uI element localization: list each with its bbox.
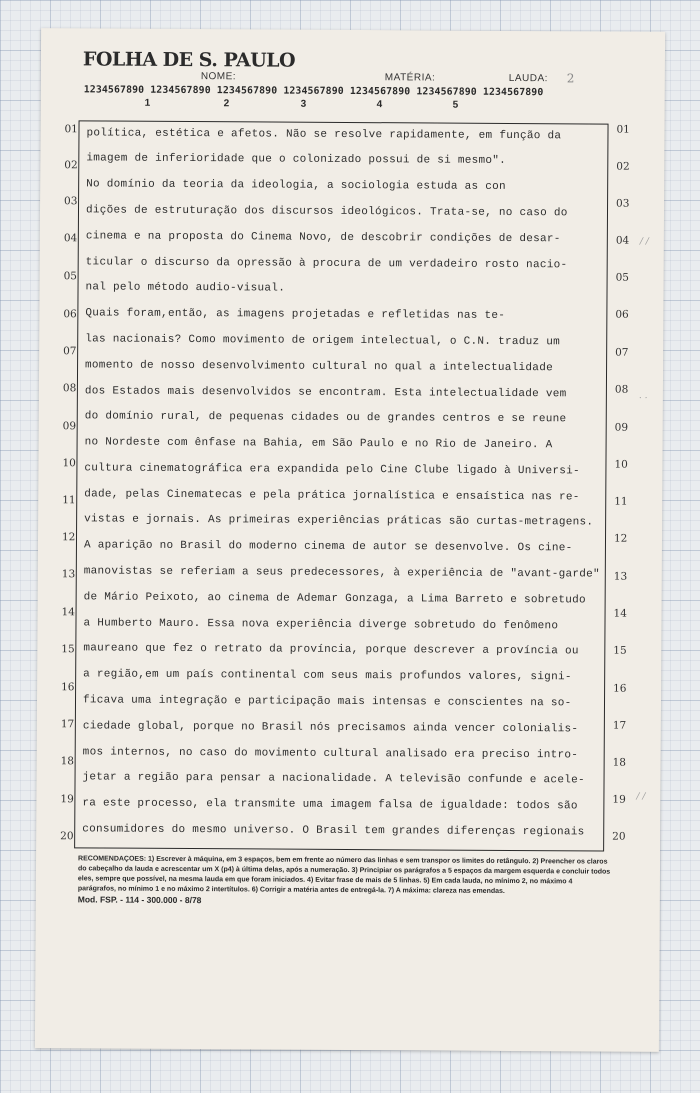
line-number-right: 02 [616,160,630,173]
line-number-right: 11 [614,495,628,508]
ruler-mark: 2 [223,98,230,110]
subject-label: MATÉRIA: [384,72,436,84]
text-line: consumidores do mesmo universo. O Brasil tem grandes diferenças regionais [82,823,585,839]
text-line: A aparição no Brasil do moderno cinema de autor se desenvolve. Os cine- [83,539,573,555]
line-number-left: 20 [60,830,74,843]
pencil-mark: · · [638,393,648,404]
text-line: política, estética e afetos. Não se resolve rapidamente, em função da [86,127,562,143]
line-number-left: 06 [63,308,77,321]
line-number-left: 16 [61,681,75,694]
line-number-right: 07 [615,346,629,359]
line-number-right: 04 [615,234,630,247]
line-number-left: 02 [64,159,78,172]
typewritten-manuscript-sheet [35,28,665,1052]
text-line: do domínio rural, de pequenas cidades ou de grandes centros e se reune [84,410,567,426]
text-line: ra este processo, ela transmite uma imagem falsa de igualdade: todos são [82,797,578,813]
line-number-left: 18 [60,755,75,768]
ruler-mark: 4 [376,99,383,111]
text-line: imagem de inferioridade que o colonizado possui de si mesmo". [86,152,507,167]
text-line: de Mário Peixoto, ao cinema de Ademar Gonzaga, a Lima Barreto e sobretudo [83,591,586,607]
ruler-mark: 3 [300,98,307,110]
text-line: cultura cinematográfica era expandida pelo Cine Clube ligado à Universi- [84,462,580,478]
line-number-right: 03 [616,197,630,210]
page-label: LAUDA: [508,72,548,85]
line-number-right: 05 [615,271,630,284]
line-number-left: 08 [62,382,77,395]
line-number-left: 05 [63,270,78,283]
text-line: no Nordeste com ênfase na Bahia, em São Paulo e no Rio de Janeiro. A [84,436,553,452]
line-number-left: 12 [61,531,76,544]
line-number-right: 01 [616,123,630,136]
text-line: cinema e na proposta do Cinema Novo, de descobrir condições de desar- [85,230,561,246]
text-line: dade, pelas Cinematecas e pela prática jornalística e ensaística nas re- [84,488,580,504]
text-line: manovistas se referiam a seus predecessores, à experiência de "avant-garde" [83,565,600,581]
text-line: mos internos, no caso do movimento cultural analisado era preciso intro- [82,746,579,762]
form-model-code: Mod. FSP. - 114 - 300.000 - 8/78 [77,894,202,906]
text-line: nal pelo método audio-visual. [85,281,286,295]
line-number-left: 07 [63,345,77,358]
page-number: 2 [566,71,575,86]
line-number-right: 18 [612,756,627,769]
text-line: momento de nosso desenvolvimento cultural no qual a intelectualidade [85,359,554,375]
newspaper-brand: FOLHA DE S. PAULO [82,48,296,72]
line-number-right: 08 [614,383,629,396]
line-number-left: 17 [60,718,75,731]
line-number-left: 03 [64,195,78,208]
text-line: a Humberto Mauro. Essa nova experiência diverge sobretudo do fenômeno [83,617,559,633]
line-number-left: 14 [61,606,75,619]
line-number-right: 14 [613,607,627,620]
line-number-right: 19 [612,793,626,806]
text-line: jetar a região para pensar a nacionalidade. A televisão confunde e acele- [82,771,585,787]
text-line: dições de estruturação dos discursos ideológicos. Trata-se, no caso do [85,204,568,220]
line-number-right: 09 [614,421,629,434]
column-ruler: 1234567890 1234567890 1234567890 1234567890 1234567890 1234567890 1234567890 [83,84,544,99]
line-number-right: 12 [613,532,628,545]
line-number-right: 16 [613,682,627,695]
text-line: las nacionais? Como movimento de origem intelectual, o C.N. traduz um [85,333,561,349]
line-number-left: 10 [62,457,76,470]
line-number-left: 09 [62,420,77,433]
text-line: ficava uma integração e participação mais intensas e conscientes na so- [82,694,572,710]
line-number-right: 13 [613,570,628,583]
text-line: ciedade global, porque no Brasil nós precisamos ainda vencer colonialis- [82,720,579,736]
line-number-left: 13 [61,568,76,581]
line-number-left: 11 [62,494,76,507]
text-line: ticular o discurso da opressão à procura de um verdadeiro rosto nacio- [85,256,568,272]
text-line: Quais foram,então, as imagens projetadas e refletidas nas te- [85,307,506,322]
line-number-left: 19 [60,793,74,806]
text-line: a região,em um país continental com seus mais profundos valores, signi- [83,668,572,684]
text-line: dos Estados mais desenvolvidos se encontram. Esta intelectualidade vem [84,385,567,401]
line-number-left: 01 [64,123,78,136]
line-number-left: 04 [63,232,78,245]
line-number-right: 06 [615,308,629,321]
ruler-mark: 1 [144,97,151,109]
pencil-mark: / / [639,236,649,247]
line-number-right: 17 [612,719,627,732]
line-number-right: 10 [614,458,628,471]
pencil-mark: / / [636,791,646,802]
text-line: vistas e jornais. As primeiras experiências práticas são curtas-metragens. [84,513,594,529]
ruler-mark: 5 [452,99,459,111]
text-line: No domínio da teoria da ideologia, a sociologia estuda as con [86,178,506,193]
line-number-right: 20 [612,830,626,843]
typing-recommendations: RECOMENDAÇOES: 1) Escrever à máquina, em 3 espaços, bem em frente ao número das linhas e sem transpor os limites do retângulo. 2) Preencher os claros do cabeçalho da lauda e acrescentar um X (p4) à última delas, após a numeração. 3) Principiar os parágrafos a 5 espaços da margem esquerda e concluir todos eles, sempre que possível, na mesma lauda em que foram iniciados. 4) Evitar frase de mais de 5 linhas. 5) Em cada lauda, no mínimo 2, no máximo 4 parágrafos, no mínimo 1 e no máximo 2 intertítulos. 6) Corrigir a matéria antes de entregá-la. 7) A máxima: clareza nas emendas. [77,855,611,895]
text-line: maureano que fez o retrato da província, porque descrever a província ou [83,642,579,658]
line-number-left: 15 [61,643,75,656]
name-label: NOME: [200,71,237,83]
line-number-right: 15 [613,644,627,657]
